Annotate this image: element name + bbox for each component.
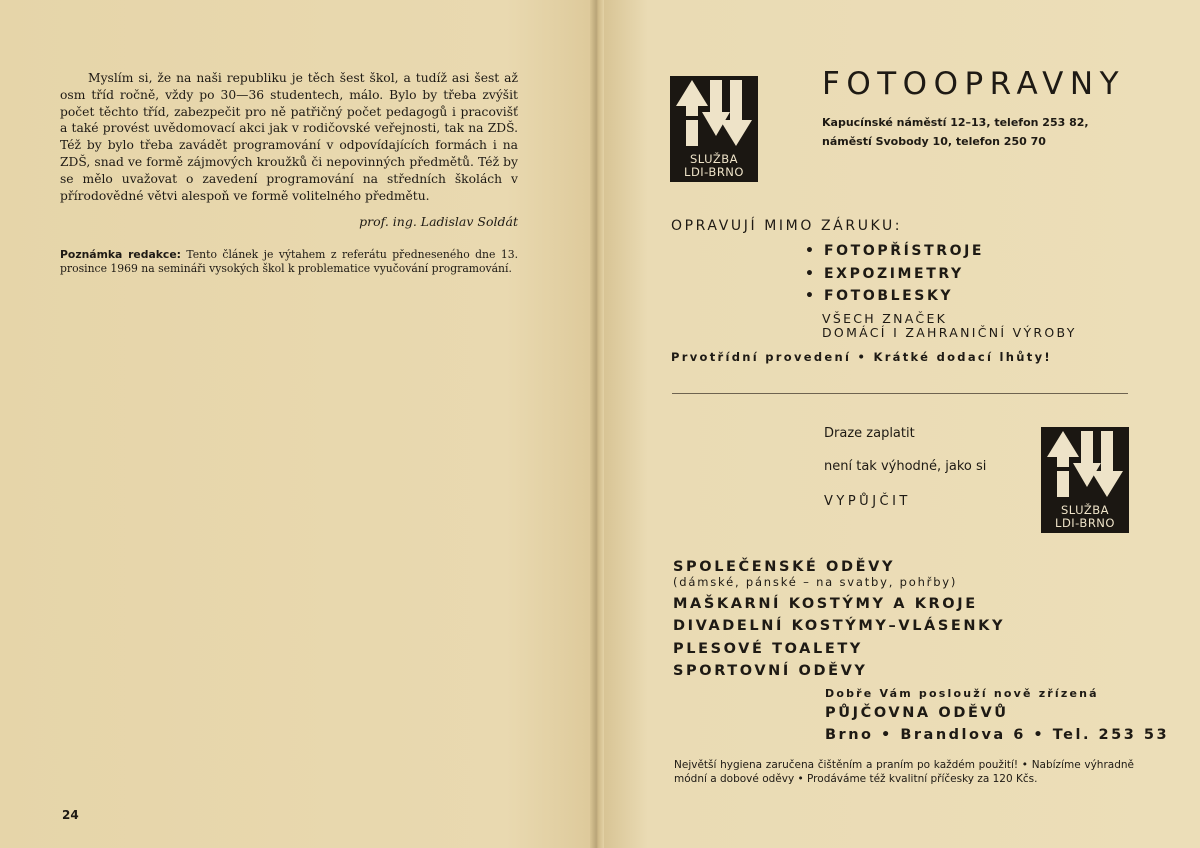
shop-intro: Dobře Vám poslouží nově zřízená — [825, 687, 1099, 700]
page-gutter — [590, 0, 604, 848]
headline-fotoopravny: FOTOOPRAVNY — [822, 66, 1126, 102]
logo-caption-line1: SLUŽBA — [690, 152, 738, 166]
editor-note-text: Tento článek je výtahem z referátu předneseného dne 13. prosince 1969 na semináři vysokých škol k problematice vyučování programování. — [60, 248, 519, 275]
repair-title: OPRAVUJÍ MIMO ZÁRUKU: — [671, 218, 903, 234]
sluzba-logo — [670, 76, 758, 182]
arrows-logo-icon — [670, 76, 758, 150]
address-line-2: náměstí Svobody 10, telefon 250 70 — [822, 135, 1046, 148]
logo-caption — [670, 152, 758, 182]
logo-caption-line2: LDI-BRNO — [684, 165, 744, 179]
repair-subtext-line2: DOMÁCÍ I ZAHRANIČNÍ VÝROBY — [822, 325, 1077, 340]
clothes-item: SPORTOVNÍ ODĚVY — [673, 663, 868, 679]
rent-line-3: VYPŮJČIT — [824, 494, 911, 509]
repair-item: • FOTOPŘÍSTROJE — [805, 243, 985, 259]
clothes-list — [673, 556, 1005, 683]
clothes-item: SPOLEČENSKÉ ODĚVY — [673, 559, 896, 575]
logo-caption-line2: LDI-BRNO — [1055, 516, 1115, 530]
section-divider — [672, 393, 1128, 394]
article-text — [60, 70, 518, 204]
footer-text: Největší hygiena zaručena čištěním a praním po každém použití! • Nabízíme výhradně módní a dobové oděvy • Prodáváme též kvalitní příčesky za 120 Kčs. — [674, 759, 1134, 785]
quality-slogan: Prvotřídní provedení • Krátké dodací lhůty! — [671, 350, 1052, 364]
arrows-logo-icon — [1041, 427, 1129, 501]
shop-address: Brno • Brandlova 6 • Tel. 253 53 — [825, 727, 1170, 743]
repair-item: • FOTOBLESKY — [805, 288, 954, 304]
clothes-item: MAŠKARNÍ KOSTÝMY A KROJE — [673, 595, 978, 612]
repair-subtext — [822, 312, 1077, 340]
editor-note-label: Poznámka redakce: — [60, 248, 181, 261]
sluzba-logo — [1041, 427, 1129, 533]
page-number: 24 — [62, 808, 79, 822]
clothes-item: DIVADELNÍ KOSTÝMY–VLÁSENKY — [673, 618, 1006, 634]
clothes-item: PLESOVÉ TOALETY — [673, 640, 863, 657]
rent-line-2: není tak výhodné, jako si — [824, 459, 987, 474]
repair-item: • EXPOZIMETRY — [805, 265, 964, 282]
clothes-item-subtext: (dámské, pánské – na svatby, pohřby) — [673, 574, 958, 589]
shop-name: PŮJČOVNA ODĚVŮ — [825, 705, 1009, 721]
repair-list — [805, 240, 984, 308]
address-line-1: Kapucínské náměstí 12–13, telefon 253 82, — [822, 116, 1089, 129]
logo-caption-line1: SLUŽBA — [1061, 503, 1109, 517]
article-paragraph: Myslím si, že na naši republiku je těch šest škol, a tudíž asi šest až osm tříd ročně, vždy po 30—36 studentech, málo. Bylo by třeba zvýšit počet těchto tříd, zabezpečit pro ně patřičný počet pedagogů i pracovišť a také provést uvědomovací akci jak v rodičovské veřejnosti, tak na ZDŠ. Též by bylo třeba zavádět programování v odpovídajících formách i na ZDŠ, snad ve formě zájmových kroužků či nepovinných předmětů. Též by se mělo uvažovat o zavedení programování na středních školách v přírodovědné větvi alespoň ve formě volitelného předmětu. — [60, 71, 518, 203]
rent-line-1: Draze zaplatit — [824, 426, 915, 441]
author-signature: prof. ing. Ladislav Soldát — [359, 214, 518, 229]
editor-note — [60, 248, 518, 276]
repair-subtext-line1: VŠECH ZNAČEK — [822, 311, 948, 326]
logo-caption — [1041, 503, 1129, 533]
